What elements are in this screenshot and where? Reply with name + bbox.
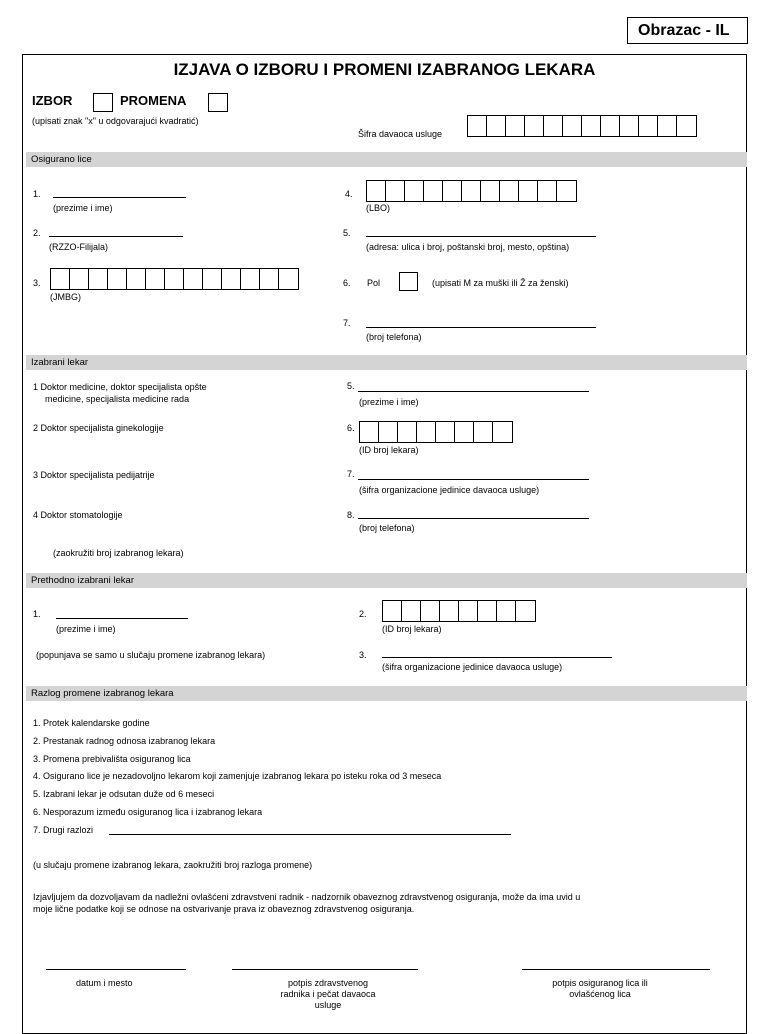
checkbox-instruction: (upisati znak "x" u odgovarajući kvadratić) xyxy=(32,116,199,126)
field-number: 6. xyxy=(347,423,355,433)
section-previous-doctor xyxy=(26,573,747,588)
doctor-name-caption: (prezime i ime) xyxy=(359,397,419,407)
jmbg-boxes[interactable] xyxy=(50,268,299,290)
circle-note: (zaokružiti broj izabranog lekara) xyxy=(53,548,184,558)
field-number: 8. xyxy=(347,510,355,520)
doctor-id-boxes[interactable] xyxy=(359,421,513,443)
doctor-option-2[interactable]: 2 Doktor specijalista ginekologije xyxy=(33,423,164,433)
sex-box[interactable] xyxy=(399,272,418,291)
worker-caption-1: potpis zdravstvenog xyxy=(287,978,369,988)
reason-item[interactable]: 7. Drugi razlozi xyxy=(33,825,94,835)
provider-code-label: Šifra davaoca usluge xyxy=(358,129,443,139)
promena-label: PROMENA xyxy=(120,93,187,108)
doctor-name-line[interactable] xyxy=(358,391,589,392)
doctor-option-1[interactable]: 1 Doktor medicine, doktor specijalista opšte xyxy=(33,382,207,392)
reason-note: (u slučaju promene izabranog lekara, zaokružiti broj razloga promene) xyxy=(33,860,313,870)
doctor-option-3[interactable]: 3 Doktor specijalista pedijatrije xyxy=(33,470,155,480)
izbor-checkbox[interactable] xyxy=(93,93,113,112)
reason-item[interactable]: 5. Izabrani lekar je odsutan duže od 6 meseci xyxy=(33,789,215,799)
field-number: 3. xyxy=(33,278,41,288)
worker-signature-line[interactable] xyxy=(232,969,418,970)
declaration-line-1: Izjavljujem da dozvoljavam da nadležni ovlašćeni zdravstveni radnik - nadzornik obaveznog zdravstvenog osiguranja, može da ima uvid u xyxy=(33,892,581,902)
reason-item[interactable]: 2. Prestanak radnog odnosa izabranog lekara xyxy=(33,736,216,746)
izbor-label: IZBOR xyxy=(32,93,73,108)
field-number: 3. xyxy=(359,650,367,660)
org-unit-caption: (šifra organizacione jedinice davaoca usluge) xyxy=(359,485,540,495)
doctor-option-1-cont: medicine, specijalista medicine rada xyxy=(45,394,190,404)
org-unit-line[interactable] xyxy=(358,479,589,480)
reason-item[interactable]: 6. Nesporazum između osiguranog lica i izabranog lekara xyxy=(33,807,263,817)
section-chosen-doctor xyxy=(26,355,747,370)
insured-caption-2: ovlašćenog lica xyxy=(569,989,631,999)
worker-caption-2: radnika i pečat davaoca xyxy=(280,989,376,999)
section-title: Osigurano lice xyxy=(31,154,92,165)
form-code-text: Obrazac - IL xyxy=(638,22,730,39)
form-code-badge xyxy=(627,17,748,44)
field-number: 2. xyxy=(33,228,41,238)
date-place-line[interactable] xyxy=(46,969,186,970)
address-line[interactable] xyxy=(366,236,596,237)
phone-caption: (broj telefona) xyxy=(366,332,422,342)
reason-item[interactable]: 1. Protek kalendarske godine xyxy=(33,718,150,728)
sex-label: Pol xyxy=(367,278,381,288)
name-line[interactable] xyxy=(53,197,186,198)
worker-signature-caption xyxy=(232,978,424,1011)
rzzo-caption: (RZZO-Filijala) xyxy=(49,242,108,252)
field-number: 6. xyxy=(343,278,351,288)
reason-item[interactable]: 3. Promena prebivališta osiguranog lica xyxy=(33,754,191,764)
date-place-caption: datum i mesto xyxy=(76,978,133,988)
doctor-option-4[interactable]: 4 Doktor stomatologije xyxy=(33,510,123,520)
prev-id-boxes[interactable] xyxy=(382,600,536,622)
field-number: 7. xyxy=(347,469,355,479)
rzzo-line[interactable] xyxy=(49,236,183,237)
section-change-reason xyxy=(26,686,747,701)
section-title: Izabrani lekar xyxy=(31,357,89,368)
other-reason-line[interactable] xyxy=(109,834,511,835)
field-number: 4. xyxy=(345,189,353,199)
provider-code-boxes[interactable] xyxy=(467,115,697,137)
worker-caption-3: usluge xyxy=(314,1000,342,1010)
prev-org-line[interactable] xyxy=(382,657,612,658)
field-number: 5. xyxy=(347,381,355,391)
form-title: IZJAVA O IZBORU I PROMENI IZABRANOG LEKARA xyxy=(173,60,596,79)
doctor-phone-line[interactable] xyxy=(358,518,589,519)
prev-id-caption: (ID broj lekara) xyxy=(382,624,442,634)
promena-checkbox[interactable] xyxy=(208,93,228,112)
jmbg-caption: (JMBG) xyxy=(50,292,81,302)
field-number: 5. xyxy=(343,228,351,238)
prev-org-caption: (šifra organizacione jedinice davaoca usluge) xyxy=(382,662,563,672)
lbo-boxes[interactable] xyxy=(366,180,577,202)
section-title: Prethodno izabrani lekar xyxy=(31,575,134,586)
prev-name-caption: (prezime i ime) xyxy=(56,624,116,634)
insured-signature-caption xyxy=(505,978,695,1000)
sex-note: (upisati M za muški ili Ž za ženski) xyxy=(432,278,569,288)
insured-caption-1: potpis osiguranog lica ili xyxy=(552,978,648,988)
section-title: Razlog promene izabranog lekara xyxy=(31,688,174,699)
section-insured-person xyxy=(26,152,747,167)
doctor-id-caption: (ID broj lekara) xyxy=(359,445,419,455)
field-number: 1. xyxy=(33,609,41,619)
prev-name-line[interactable] xyxy=(56,618,188,619)
field-number: 2. xyxy=(359,609,367,619)
doctor-phone-caption: (broj telefona) xyxy=(359,523,415,533)
lbo-caption: (LBO) xyxy=(366,203,391,213)
insured-signature-line[interactable] xyxy=(522,969,710,970)
phone-line[interactable] xyxy=(366,327,596,328)
field-number: 1. xyxy=(33,189,41,199)
name-caption: (prezime i ime) xyxy=(53,203,113,213)
address-caption: (adresa: ulica i broj, poštanski broj, mesto, opština) xyxy=(366,242,570,252)
prev-note: (popunjava se samo u slučaju promene izabranog lekara) xyxy=(36,650,266,660)
declaration-line-2: moje lične podatke koji se odnose na ostvarivanje prava iz obaveznog zdravstvenog osiguranja. xyxy=(33,904,415,914)
field-number: 7. xyxy=(343,318,351,328)
reason-item[interactable]: 4. Osigurano lice je nezadovoljno lekarom koji zamenjuje izabranog lekara po isteku roka od 3 meseca xyxy=(33,771,442,781)
